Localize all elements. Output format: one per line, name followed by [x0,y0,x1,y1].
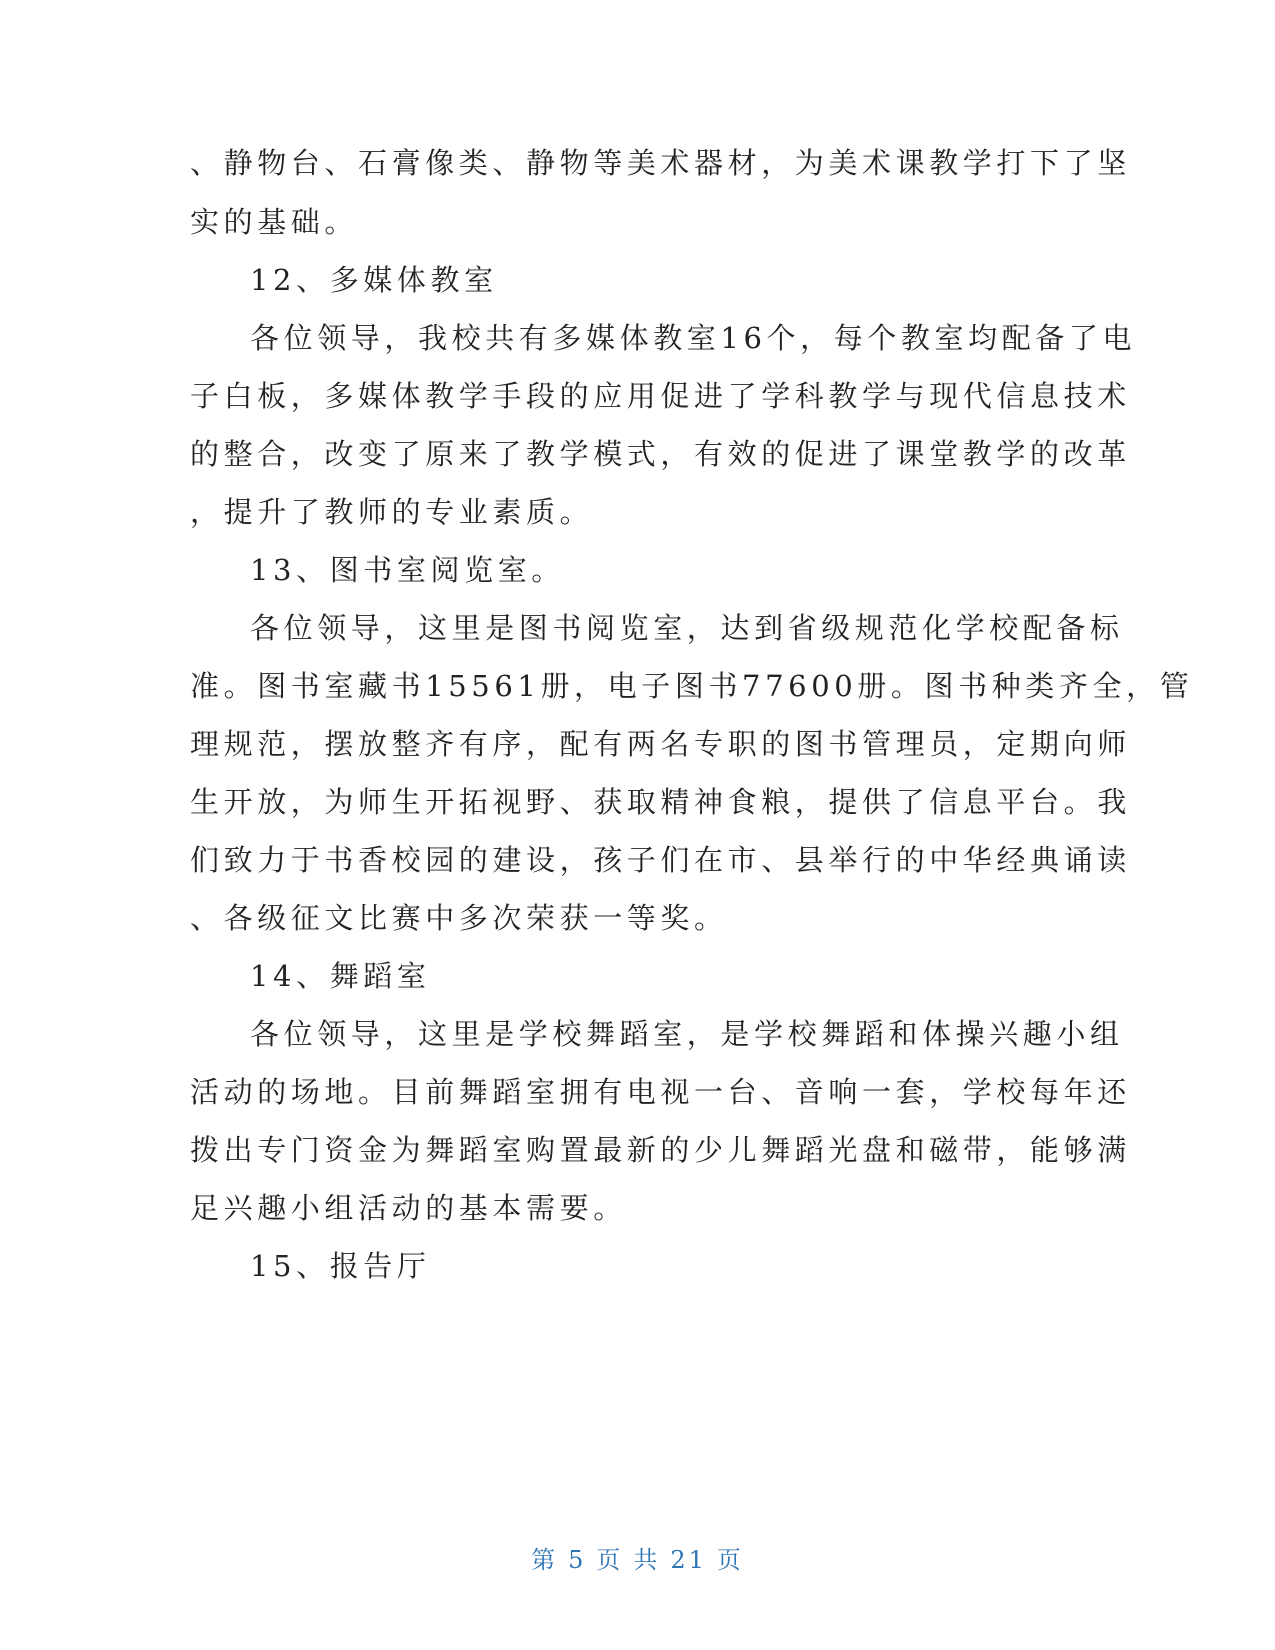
paragraph-line: 、各级征文比赛中多次荣获一等奖。 [190,901,728,935]
paragraph-line: 子白板，多媒体教学手段的应用促进了学科教学与现代信息技术 [190,379,1131,413]
section-heading: 13、图书室阅览室。 [250,553,565,587]
section-heading: 15、报告厅 [250,1249,431,1283]
paragraph-line: 理规范，摆放整齐有序，配有两名专职的图书管理员，定期向师 [190,727,1131,761]
section-heading: 12、多媒体教室 [250,263,498,297]
paragraph-line: 实的基础。 [190,205,359,239]
footer-label: 页 [716,1546,744,1574]
footer-total-pages: 21 [670,1546,707,1574]
paragraph-line: 拨出专门资金为舞蹈室购置最新的少儿舞蹈光盘和磁带，能够满 [190,1133,1131,1167]
paragraph-line: 各位领导，我校共有多媒体教室16个，每个教室均配备了电 [250,321,1137,355]
footer-page-number: 5 [568,1546,587,1574]
paragraph-line: 的整合，改变了原来了教学模式，有效的促进了课堂教学的改革 [190,437,1131,471]
paragraph-line: 各位领导，这里是学校舞蹈室，是学校舞蹈和体操兴趣小组 [250,1017,1124,1051]
paragraph-line: 们致力于书香校园的建设，孩子们在市、县举行的中华经典诵读 [190,843,1131,877]
paragraph-line: 各位领导，这里是图书阅览室，达到省级规范化学校配备标 [250,611,1124,645]
footer-label: 第 [531,1546,559,1574]
paragraph-line: 生开放，为师生开拓视野、获取精神食粮，提供了信息平台。我 [190,785,1131,819]
paragraph-line: 准。图书室藏书15561册，电子图书77600册。图书种类齐全，管 [190,669,1194,703]
paragraph-line: 、静物台、石膏像类、静物等美术器材，为美术课教学打下了坚 [190,146,1131,180]
footer-label: 页 [596,1546,624,1574]
footer-label: 共 [633,1546,661,1574]
paragraph-line: ，提升了教师的专业素质。 [190,495,594,529]
section-heading: 14、舞蹈室 [250,959,431,993]
page-footer [0,1540,1275,1575]
paragraph-line: 活动的场地。目前舞蹈室拥有电视一台、音响一套，学校每年还 [190,1075,1131,1109]
paragraph-line: 足兴趣小组活动的基本需要。 [190,1191,627,1225]
